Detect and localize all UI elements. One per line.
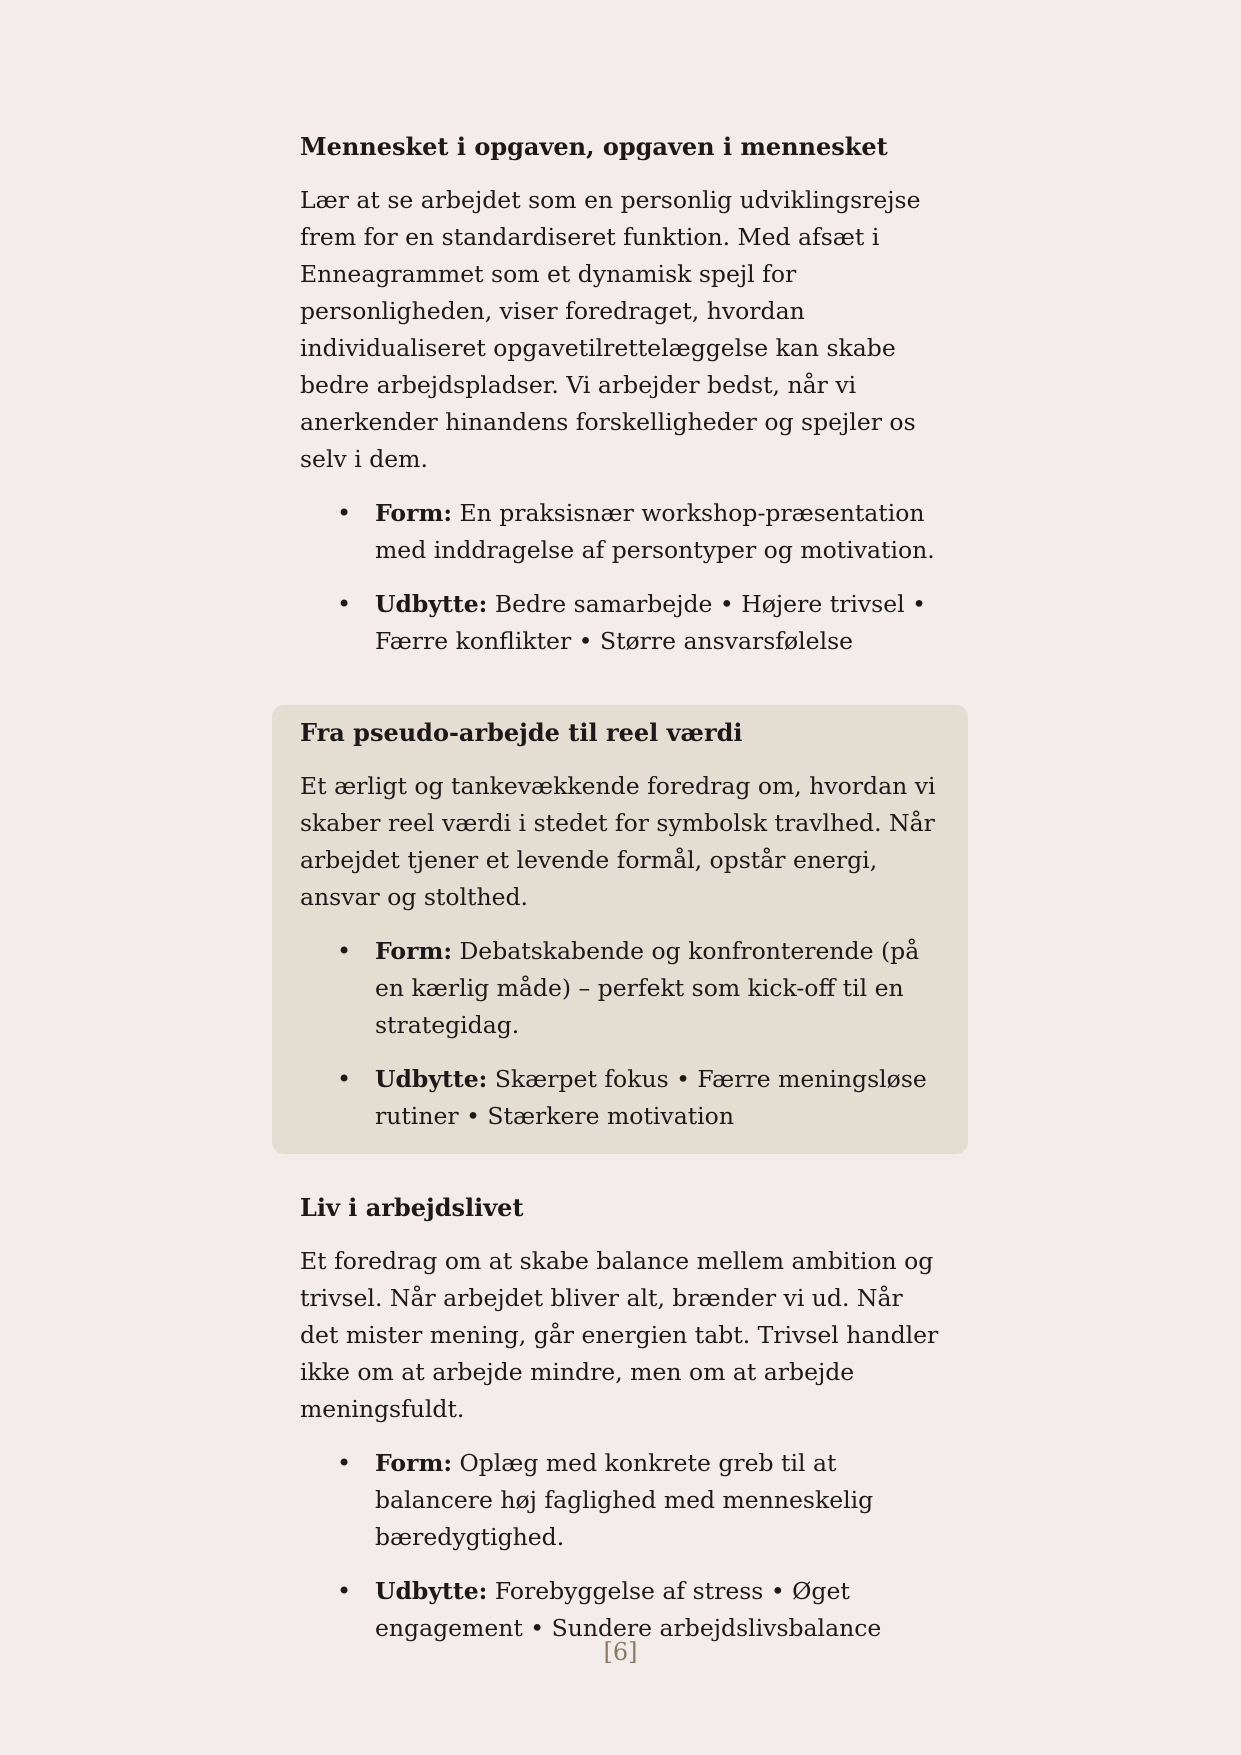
bullet-label: Udbytte: — [375, 590, 488, 618]
bullet-list — [300, 495, 940, 660]
bullet-label: Form: — [375, 1449, 452, 1477]
talk-section-2-highlight-box — [272, 705, 968, 1154]
bullet-list — [300, 1445, 940, 1647]
bullet-text: Debatskabende og konfronterende (på en kærlig måde) – perfekt som kick-off til en strategidag. — [375, 937, 920, 1039]
section-title: Fra pseudo-arbejde til reel værdi — [300, 718, 743, 747]
talk-section-1 — [272, 132, 968, 660]
section-description: Et ærligt og tankevækkende foredrag om, hvordan vi skaber reel værdi i stedet for symbolsk travlhed. Når arbejdet tjener et levende formål, opstår energi, ansvar og stolthed. — [300, 772, 936, 911]
bullet-text: En praksisnær workshop-præsentation med inddragelse af persontyper og motivation. — [375, 499, 935, 564]
bullet-dot: • — [337, 590, 352, 618]
bullet-list — [300, 933, 940, 1135]
section-description: Et foredrag om at skabe balance mellem ambition og trivsel. Når arbejdet bliver alt, brænder vi ud. Når det mister mening, går energien tabt. Trivsel handler ikke om at arbejde mindre, men om at arbejde meningsfuldt. — [300, 1247, 939, 1423]
section-description: Lær at se arbejdet som en personlig udviklingsrejse frem for en standardiseret funktion. Med afsæt i Enneagrammet som et dynamisk spejl for personligheden, viser foredraget, hvordan individualiseret opgavetilrettelæggelse kan skabe bedre arbejdspladser. Vi arbejder bedst, når vi anerkender hinandens forskelligheder og spejler os selv i dem. — [300, 186, 921, 473]
bullet-form — [300, 1445, 940, 1556]
bullet-dot: • — [337, 1449, 352, 1477]
bullet-text: Forebyggelse af stress • Øget engagement • Sundere arbejdslivsbalance — [375, 1577, 882, 1642]
bullet-dot: • — [337, 1065, 352, 1093]
bullet-label: Udbytte: — [375, 1577, 488, 1605]
bullet-form — [300, 933, 940, 1044]
bullet-text: Bedre samarbejde • Højere trivsel • Færre konflikter • Større ansvarsfølelse — [375, 590, 926, 655]
bullet-text: Oplæg med konkrete greb til at balancere høj faglighed med menneskelig bæredygtighed. — [375, 1449, 874, 1551]
talk-section-3 — [272, 1193, 968, 1647]
bullet-label: Form: — [375, 937, 452, 965]
section-title: Liv i arbejdslivet — [300, 1193, 524, 1222]
bullet-outcome — [300, 586, 940, 660]
section-title: Mennesket i opgaven, opgaven i mennesket — [300, 132, 888, 161]
bullet-dot: • — [337, 499, 352, 527]
bullet-form — [300, 495, 940, 569]
bullet-text: Skærpet fokus • Færre meningsløse rutiner • Stærkere motivation — [375, 1065, 927, 1130]
bullet-label: Udbytte: — [375, 1065, 488, 1093]
bullet-dot: • — [337, 1577, 352, 1605]
bullet-label: Form: — [375, 499, 452, 527]
bullet-outcome — [300, 1061, 940, 1135]
page-number: [6] — [603, 1638, 638, 1666]
bullet-dot: • — [337, 937, 352, 965]
